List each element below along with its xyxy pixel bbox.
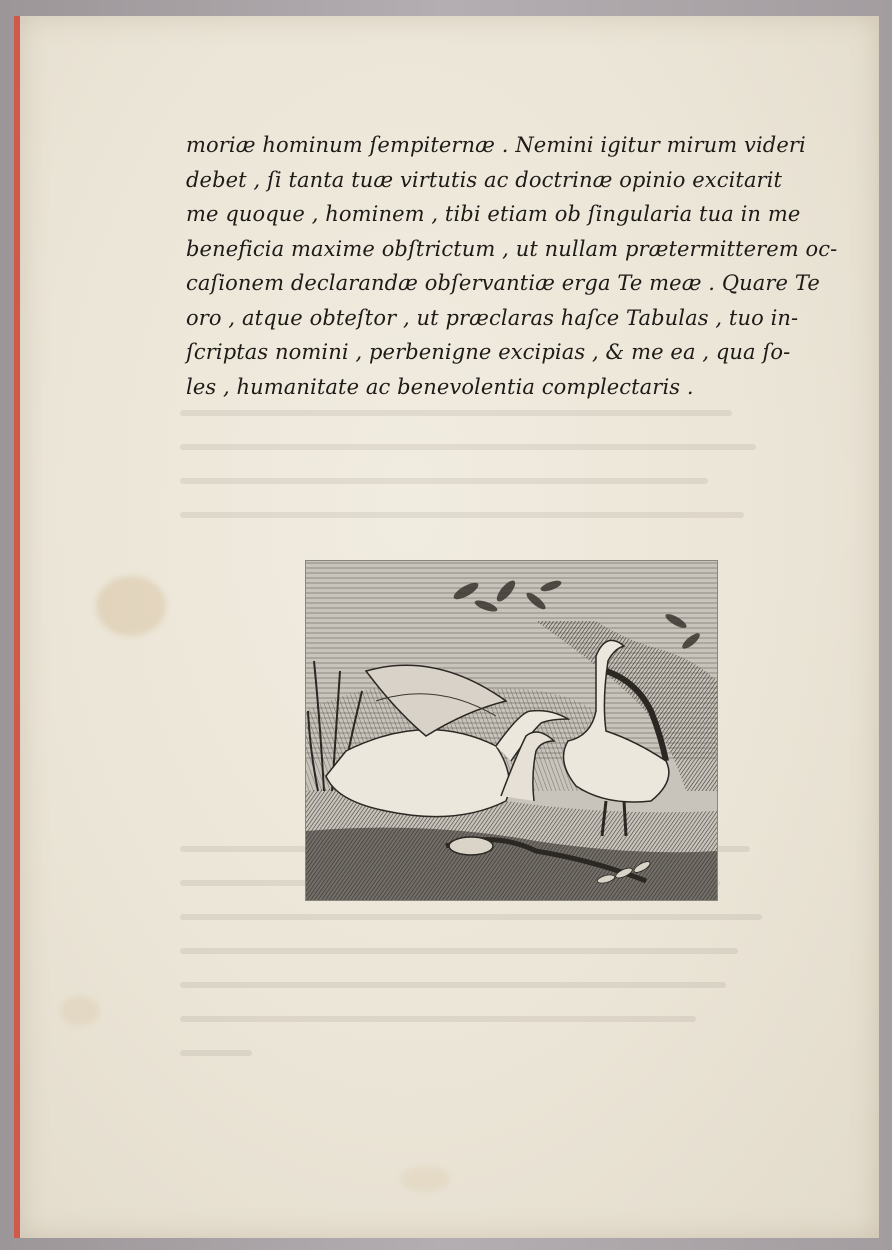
foxing-stain [400,1166,450,1192]
text-line: debet , ſi tanta tuæ virtutis ac doctrinæ opinio excitarit [186,167,783,192]
text-line: les , humanitate ac benevolentia complectaris . [186,374,694,399]
text-line: beneficia maxime obſtrictum , ut nullam prætermitterem oc- [186,236,838,261]
latin-text-block [186,128,838,404]
foxing-stain [96,576,166,636]
engraving-illustration [306,561,717,900]
text-line: caſionem declarandæ obſervantiæ erga Te meæ . Quare Te [186,271,820,295]
text-line: ſcriptas nomini , perbenigne excipias , & me ea , qua ſo- [186,340,791,364]
swan-engraving [306,561,717,900]
text-line: oro , atque obteſtor , ut præclaras haſce Tabulas , tuo in- [186,305,799,330]
text-line: me quoque , hominem , tibi etiam ob ſingularia tua in me [186,202,801,226]
foxing-stain [60,996,100,1026]
text-line: moriæ hominum ſempiternæ . Nemini igitur mirum videri [186,133,806,157]
